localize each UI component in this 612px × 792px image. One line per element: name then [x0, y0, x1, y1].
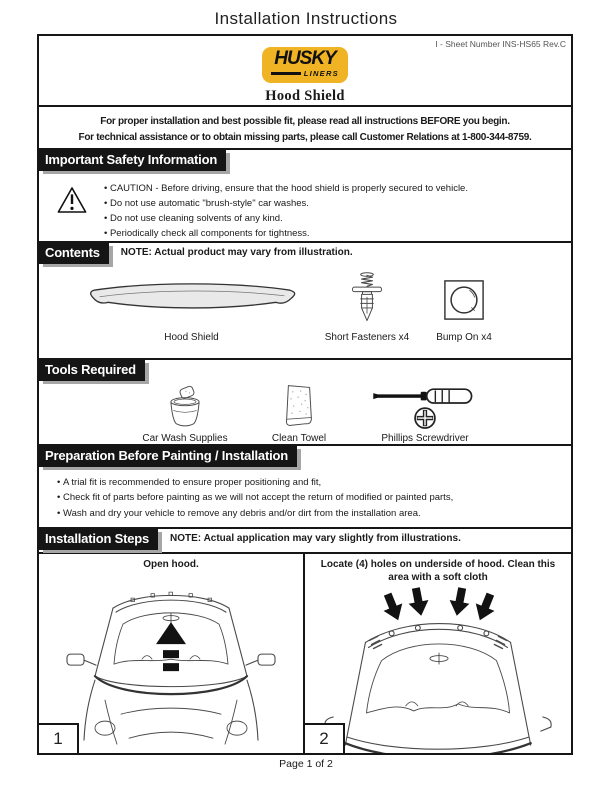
note-text: Actual application may vary slightly from illustrations. — [203, 532, 461, 544]
bump-on-icon — [443, 279, 485, 321]
logo-divider-line — [271, 72, 301, 75]
locator-arrow-icons — [378, 586, 499, 624]
safety-bullet: • CAUTION - Before driving, ensure that the hood shield is properly secured to vehicle. — [104, 181, 468, 196]
logo-sub-text: LINERS — [303, 69, 339, 78]
safety-section — [39, 150, 571, 244]
towel-icon — [281, 383, 317, 429]
steps-header-bar: Installation Steps — [39, 529, 158, 550]
screwdriver-icon — [373, 381, 477, 431]
note-label: NOTE: — [120, 247, 152, 259]
preparation-bullet: • A trial fit is recommended to ensure proper positioning and fit, — [57, 475, 571, 490]
note-text: Actual product may vary from illustration. — [154, 247, 353, 259]
tools-item-car-wash — [125, 382, 245, 444]
steps-note — [170, 533, 461, 544]
tools-item-label: Car Wash Supplies — [142, 432, 228, 444]
intro-line-1: For proper installation and best possible fit, please read all instructions BEFORE you begin. — [100, 116, 510, 127]
steps-header-row — [39, 529, 571, 554]
safety-header-bar: Important Safety Information — [39, 150, 226, 171]
logo-brand-text: HUSKY — [274, 48, 336, 69]
safety-body — [39, 171, 571, 242]
step-panel-2 — [305, 554, 571, 753]
main-border-box — [37, 34, 573, 755]
contents-header-bar: Contents — [39, 243, 109, 264]
installation-steps-section — [39, 529, 571, 753]
header-section — [39, 36, 571, 107]
tools-item-label: Phillips Screwdriver — [381, 432, 469, 444]
step-caption: Locate (4) holes on underside of hood. Clean this area with a soft cloth — [320, 558, 556, 583]
safety-bullet: • Do not use cleaning solvents of any kind. — [104, 211, 468, 226]
contents-item-fasteners — [311, 263, 423, 343]
safety-bullet-list — [88, 181, 468, 242]
tools-item-label: Clean Towel — [271, 432, 327, 444]
step-number-box: 1 — [39, 723, 79, 753]
page-footer: Page 1 of 2 — [279, 758, 333, 770]
safety-bullet: • Do not use automatic "brush-style" car washes. — [104, 196, 468, 211]
contents-item-hood-shield — [69, 267, 314, 343]
preparation-bullet-list — [39, 467, 571, 521]
contents-item-bump-on — [416, 267, 512, 343]
husky-liners-logo — [262, 47, 348, 83]
contents-section — [39, 243, 571, 359]
sheet-number: I - Sheet Number INS-HS65 Rev.C — [435, 39, 566, 49]
tools-header-bar: Tools Required — [39, 360, 145, 381]
product-title: Hood Shield — [265, 88, 345, 104]
tools-section — [39, 360, 571, 446]
contents-item-label: Hood Shield — [164, 332, 219, 344]
step-panel-1 — [39, 554, 305, 753]
up-arrow-icon — [156, 622, 186, 671]
safety-bullet: • Periodically check all components for tightness. — [104, 226, 468, 241]
note-label: NOTE: — [170, 532, 202, 544]
logo-subline — [271, 69, 339, 78]
preparation-section — [39, 446, 571, 529]
tools-item-screwdriver — [355, 380, 495, 444]
contents-note — [121, 247, 353, 258]
contents-item-label: Short Fasteners x4 — [324, 332, 410, 344]
step-panels — [39, 554, 571, 753]
step-number-box: 2 — [305, 723, 345, 753]
tools-item-towel — [254, 380, 344, 444]
bucket-icon — [161, 385, 209, 429]
preparation-bullet: • Wash and dry your vehicle to remove any debris and/or dirt from the installation area. — [57, 506, 571, 521]
step-caption: Open hood. — [143, 558, 199, 570]
intro-line-2: For technical assistance or to obtain missing parts, please call Customer Relations at 1-800-344-8759. — [78, 131, 532, 143]
preparation-header-bar: Preparation Before Painting / Installation — [39, 446, 297, 467]
intro-section — [39, 107, 571, 150]
hood-shield-icon — [77, 279, 307, 321]
warning-triangle-icon — [56, 185, 88, 215]
contents-item-label: Bump On x4 — [436, 332, 492, 344]
fastener-icon — [347, 270, 387, 326]
document-title: Installation Instructions — [214, 9, 398, 28]
preparation-bullet: • Check fit of parts before painting as we will not accept the return of modified or painted parts, — [57, 490, 571, 505]
